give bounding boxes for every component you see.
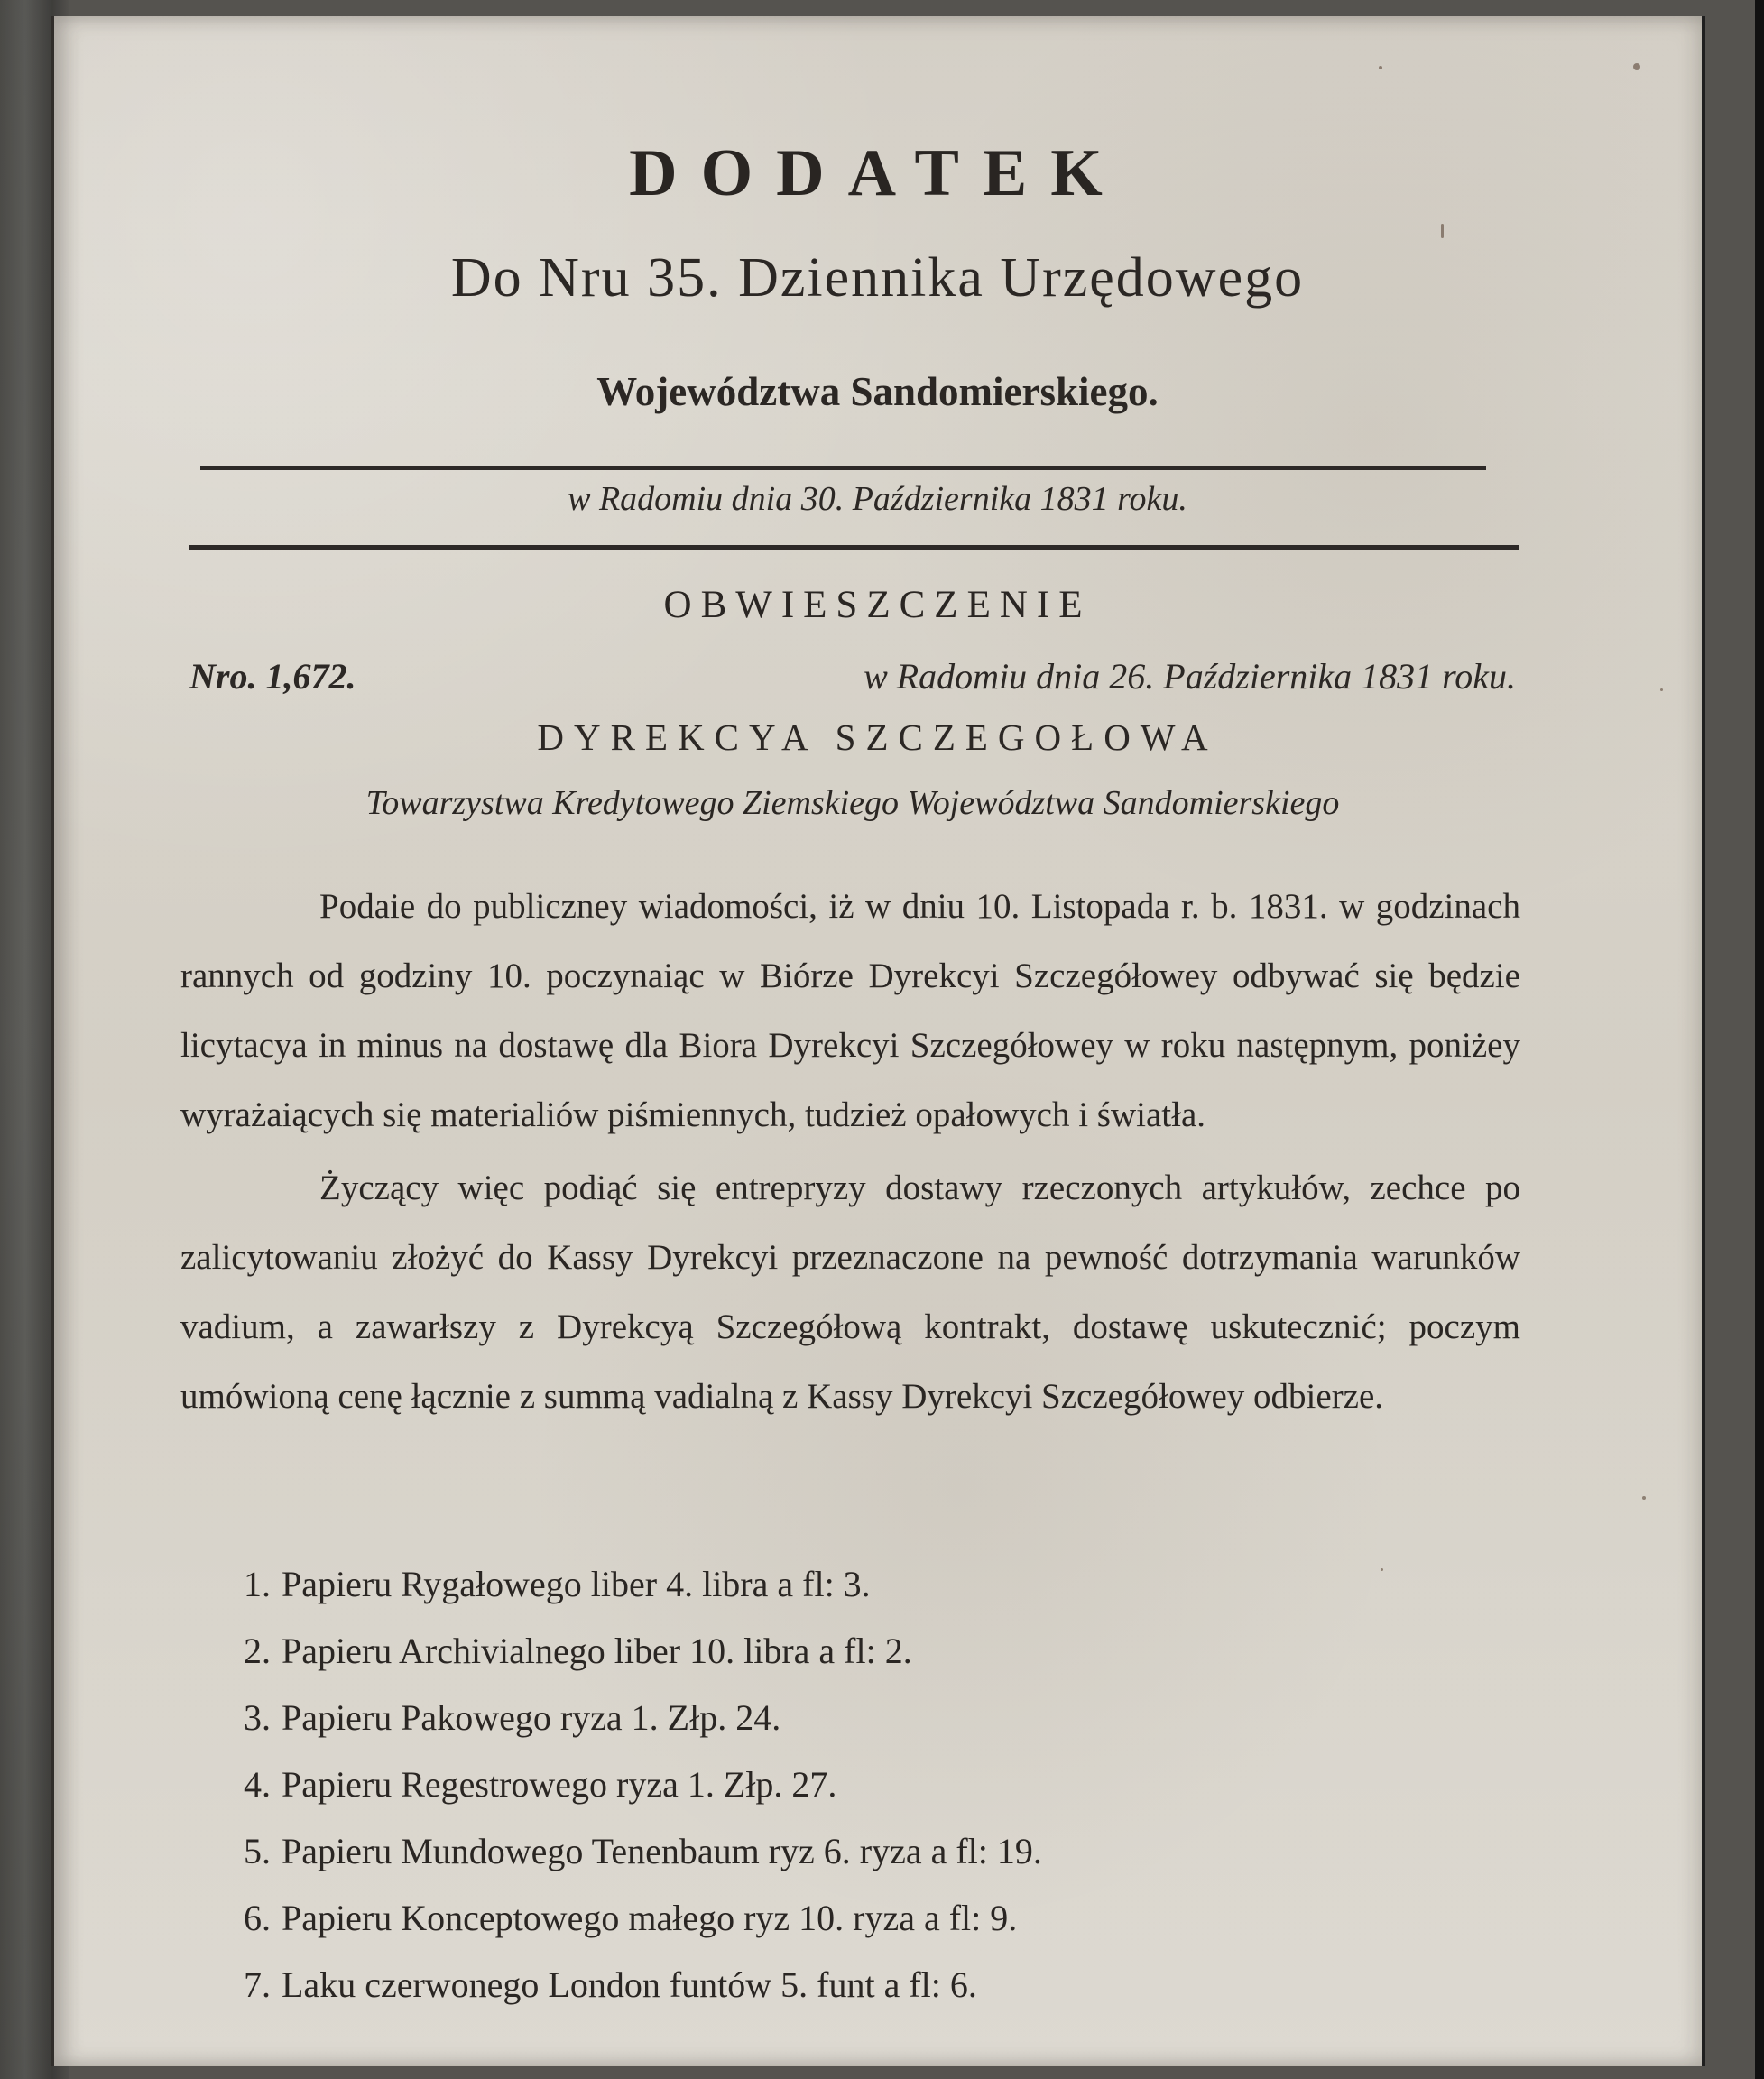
item-text: Papieru Mundowego Tenenbaum ryz 6. ryza a fl: 19. bbox=[282, 1831, 1042, 1871]
item-text: Laku czerwonego London funtów 5. funt a fl: 6. bbox=[282, 1964, 977, 2005]
paper-stain bbox=[1642, 1496, 1646, 1500]
notice-date: w Radomiu dnia 26. Października 1831 roku. bbox=[864, 656, 1516, 697]
paper-stain bbox=[1660, 688, 1663, 691]
material-item bbox=[227, 1563, 1265, 1630]
item-text: Papieru Archivialnego liber 10. libra a fl: 2. bbox=[282, 1631, 912, 1671]
document-title: DODATEK bbox=[629, 136, 1126, 210]
item-number: 4. bbox=[244, 1764, 271, 1805]
publication-date: w Radomiu dnia 30. Października 1831 roku. bbox=[568, 480, 1187, 518]
item-number: 1. bbox=[244, 1564, 271, 1604]
paper-stain bbox=[1381, 1568, 1383, 1571]
scan-right-border bbox=[1755, 0, 1764, 2079]
notice-body bbox=[180, 872, 1520, 1431]
body-paragraph: Życzący więc podiąć się entrepryzy dostawy rzeczonych artykułów, zechce po zalicytowaniu złożyć do Kassy Dyrekcyi przeznaczone na pewność dotrzymania warunków vadium, a zawarłszy z Dyrekcyą Szczegółową kontrakt, dostawę uskutecznić; poczym umówioną cenę łącznie z summą vadialną z Kassy Dyrekcyi Szczegółowey odbierze. bbox=[180, 1169, 1520, 1416]
journal-subtitle: Do Nru 35. Dziennika Urzędowego bbox=[450, 247, 1305, 309]
material-item bbox=[227, 1763, 1265, 1830]
item-number: 6. bbox=[244, 1898, 271, 1938]
body-paragraph: Podaie do publiczney wiadomości, iż w dniu 10. Listopada r. b. 1831. w godzinach rannych od godziny 10. poczynaiąc w Biórze Dyrekcyi Szczegółowey odbywać się będzie licytacya in minus na dostawę dla Biora Dyrekcyi Szczegółowey w roku następnym, poniżey wyrażaiących się materialiów piśmiennych, tudzież opałowych i światła. bbox=[180, 887, 1520, 1134]
separator-rule bbox=[200, 466, 1486, 470]
material-item bbox=[227, 1830, 1265, 1897]
item-text: Papieru Pakowego ryza 1. Złp. 24. bbox=[282, 1697, 781, 1738]
notice-number: Nro. 1,672. bbox=[189, 656, 356, 697]
organization-heading: DYREKCYA SZCZEGOŁOWA bbox=[537, 716, 1218, 758]
paper-stain bbox=[1379, 66, 1382, 69]
separator-rule bbox=[189, 545, 1519, 550]
material-item bbox=[227, 1964, 1265, 2030]
notice-reference-line bbox=[189, 655, 1516, 702]
material-item bbox=[227, 1630, 1265, 1696]
province-subtitle: Województwa Sandomierskiego. bbox=[596, 369, 1159, 414]
item-number: 3. bbox=[244, 1697, 271, 1738]
paper-stain bbox=[1633, 63, 1640, 70]
item-number: 2. bbox=[244, 1631, 271, 1671]
paper-stain bbox=[1441, 224, 1444, 238]
notice-heading: OBWIESZCZENIE bbox=[663, 584, 1092, 626]
material-item bbox=[227, 1696, 1265, 1763]
material-item bbox=[227, 1897, 1265, 1964]
item-number: 7. bbox=[244, 1964, 271, 2005]
item-text: Papieru Regestrowego ryza 1. Złp. 27. bbox=[282, 1764, 837, 1805]
item-text: Papieru Konceptowego małego ryz 10. ryza a fl: 9. bbox=[282, 1898, 1018, 1938]
paper-sheet bbox=[51, 16, 1705, 2066]
materials-list bbox=[227, 1563, 1265, 2030]
item-text: Papieru Rygałowego liber 4. libra a fl: 3. bbox=[282, 1564, 871, 1604]
society-name: Towarzystwa Kredytowego Ziemskiego Województwa Sandomierskiego bbox=[365, 784, 1340, 822]
item-number: 5. bbox=[244, 1831, 271, 1871]
